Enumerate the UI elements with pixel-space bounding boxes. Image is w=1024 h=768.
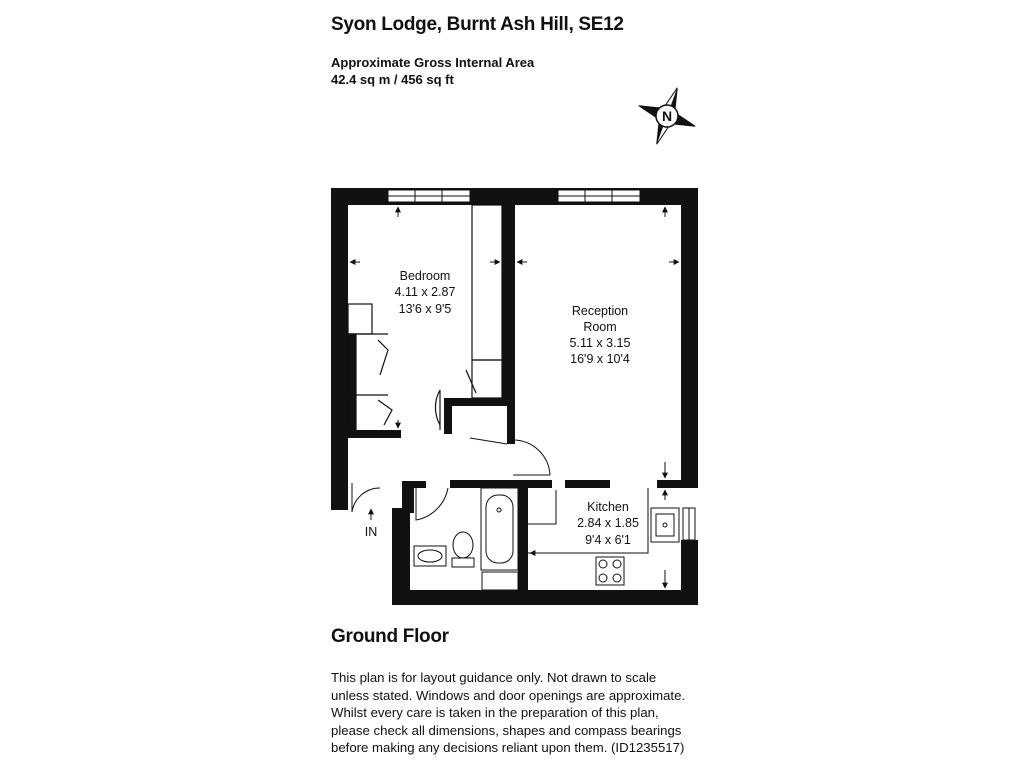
svg-text:Kitchen: Kitchen [587,500,629,514]
disclaimer-line: please check all dimensions, shapes and compass bearings [331,722,682,738]
kitchen-label [577,500,639,547]
compass-icon [629,78,706,155]
entrance-label: IN [364,525,378,539]
floor-label: Ground Floor [331,626,449,647]
disclaimer [331,669,711,757]
svg-text:13'6 x 9'5: 13'6 x 9'5 [398,302,452,316]
svg-text:4.11 x 2.87: 4.11 x 2.87 [394,285,456,299]
svg-text:9'4 x 6'1: 9'4 x 6'1 [585,533,631,547]
bathroom-fixtures [414,488,518,590]
walls [331,188,698,605]
svg-text:5.11 x 3.15: 5.11 x 3.15 [569,336,631,350]
svg-text:Bedroom: Bedroom [399,269,451,283]
area-label: Approximate Gross Internal Area [331,55,535,70]
compass-north-label: N [661,108,673,124]
disclaimer-line: before making any decisions reliant upon them. (ID1235517) [331,740,685,756]
disclaimer-line: This plan is for layout guidance only. Not drawn to scale [331,670,657,685]
area-value: 42.4 sq m / 456 sq ft [331,72,454,87]
svg-text:Reception: Reception [571,304,629,318]
bedroom-label [395,269,456,316]
plan-title: Syon Lodge, Burnt Ash Hill, SE12 [331,14,624,35]
svg-text:Room: Room [583,320,617,334]
reception-room-label [570,304,631,366]
svg-text:2.84 x 1.85: 2.84 x 1.85 [577,516,639,530]
disclaimer-line: Whilst every care is taken in the preparation of this plan, [331,705,659,721]
svg-text:16'9 x 10'4: 16'9 x 10'4 [570,352,630,366]
bedroom-wardrobes [348,205,502,430]
disclaimer-line: unless stated. Windows and door openings are approximate. [331,687,686,703]
